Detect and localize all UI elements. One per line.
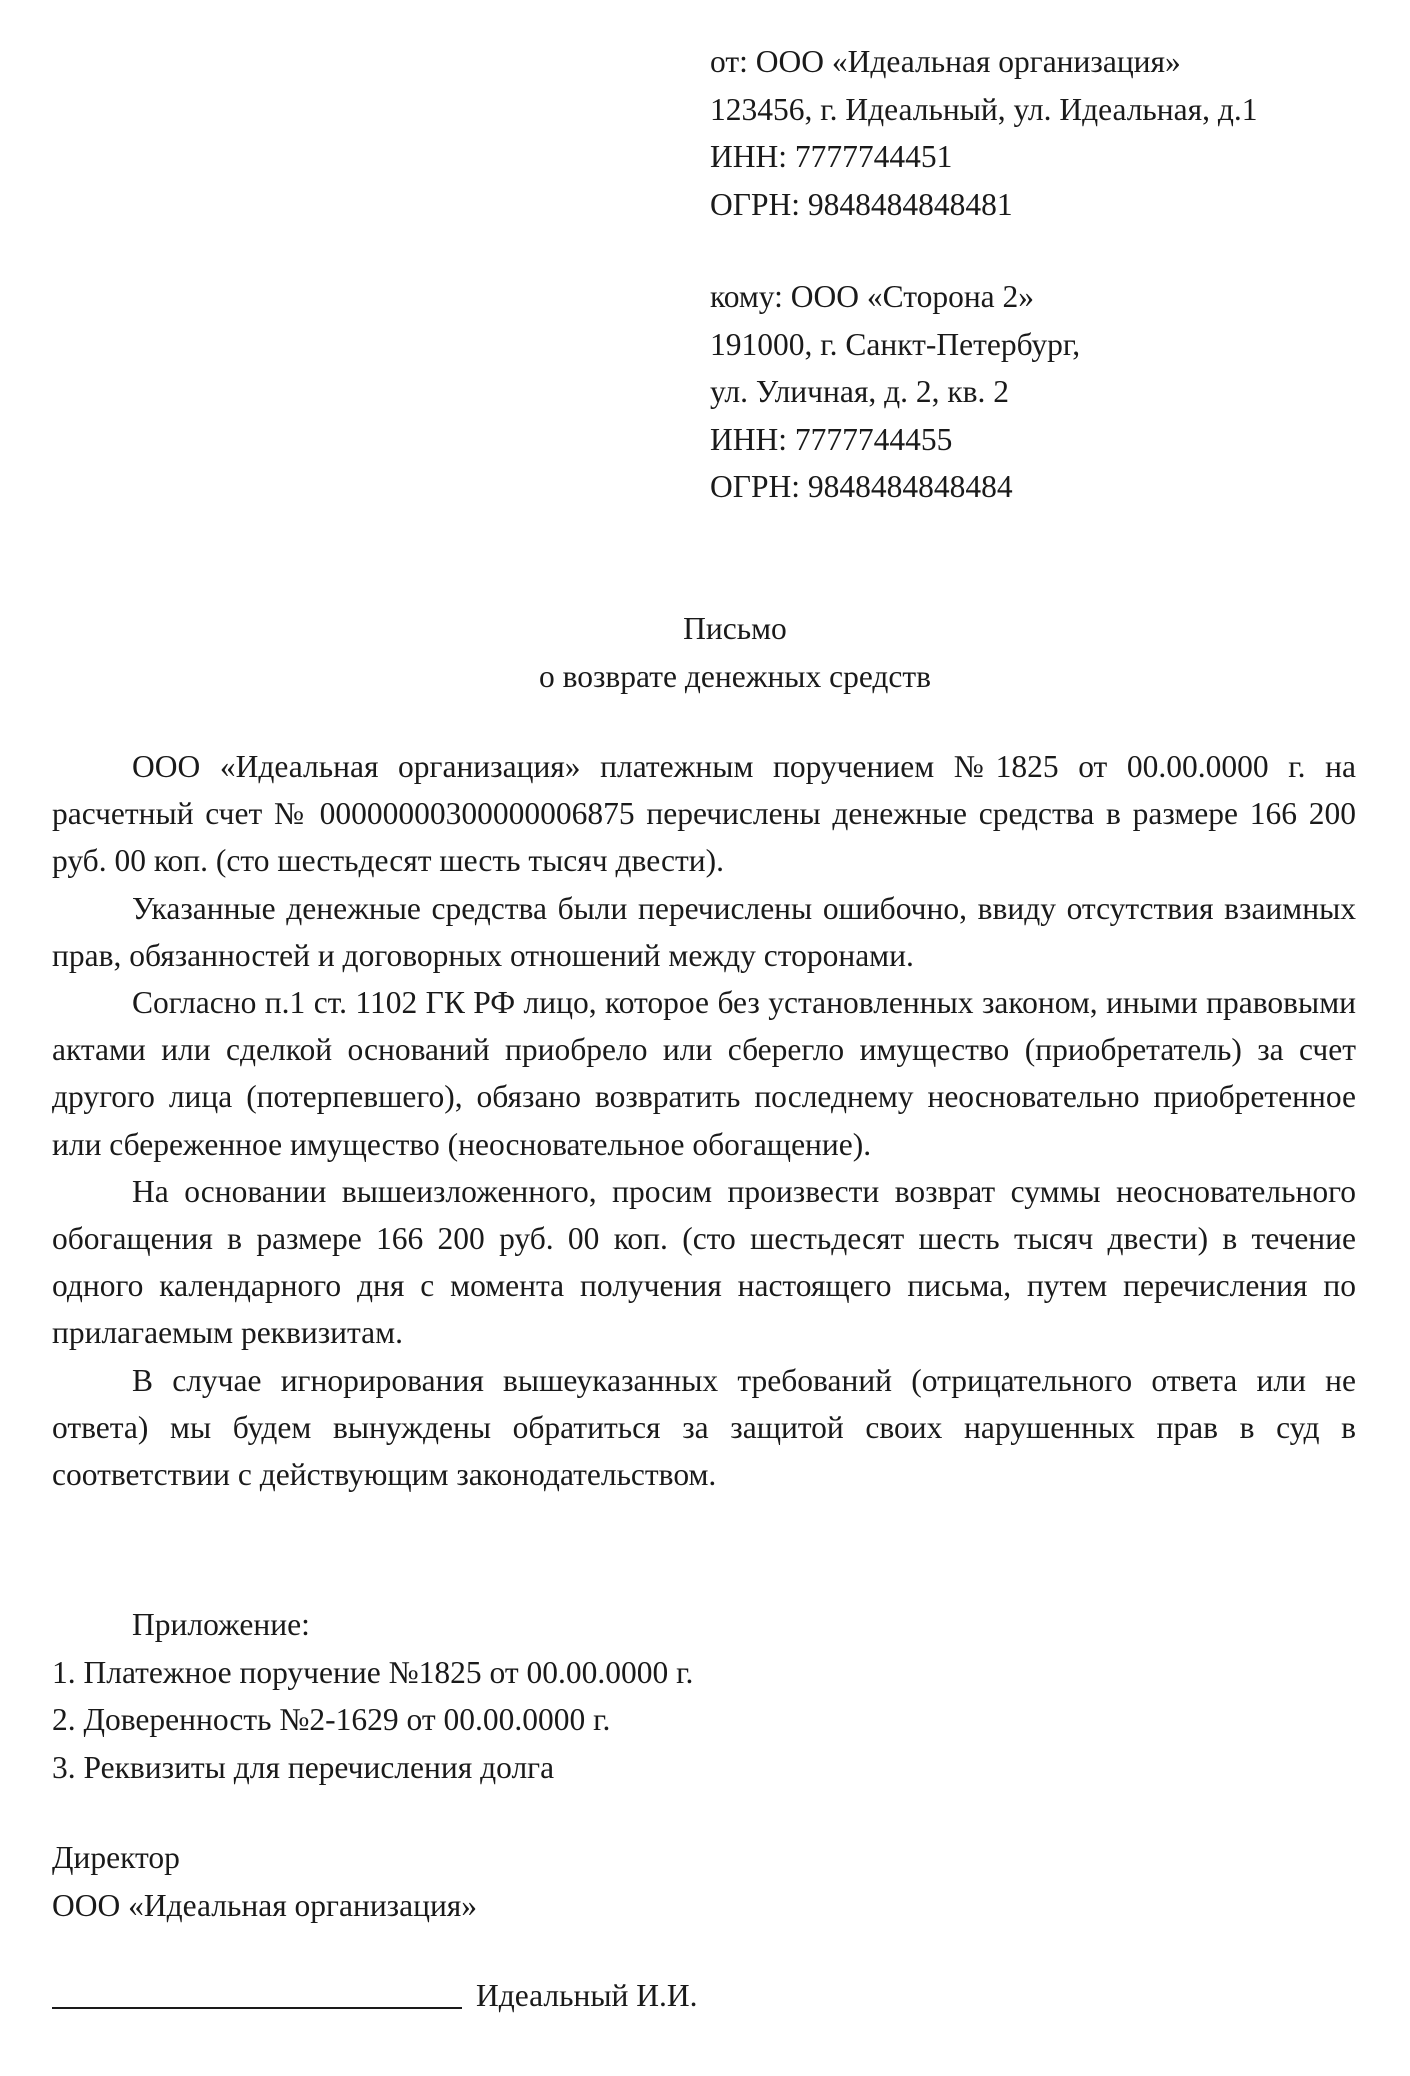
attachment-item: 3. Реквизиты для перечисления долга	[52, 1749, 555, 1785]
paragraph-error: Указанные денежные средства были перечислены ошибочно, ввиду отсутствия взаимных прав, обязанностей и договорных отношений между сторонами.	[52, 890, 1356, 973]
recipient-street: ул. Уличная, д. 2, кв. 2	[710, 374, 1010, 409]
signature-line	[52, 1972, 697, 2020]
recipient-block	[710, 273, 1080, 511]
signature-blank	[52, 1973, 462, 2009]
signatory-block	[52, 1834, 477, 1929]
title-line-2: о возврате денежных средств	[538, 658, 932, 694]
sender-ogrn: ОГРН: 9848484848481	[710, 186, 1013, 222]
sender-address: 123456, г. Идеальный, ул. Идеальная, д.1	[710, 91, 1258, 127]
paragraph-law: Согласно п.1 ст. 1102 ГК РФ лицо, которое без установленных законом, иными правовыми актами или сделкой оснований приобрело или сберегло имущество (приобретатель) за счет другого лица (потерпевшего), обязано возвратить последнему неосновательно приобретенное или сбереженное имущество (неосновательное обогащение).	[52, 985, 1356, 1162]
recipient-line: кому: ООО «Сторона 2»	[710, 279, 1035, 314]
signatory-name: Идеальный И.И.	[476, 1978, 698, 2013]
paragraph-request: На основании вышеизложенного, просим произвести возврат суммы неосновательного обогащения в размере 166 200 руб. 00 коп. (сто шестьдесят шесть тысяч двести) в течение одного календарного дня с момента получения настоящего письма, путем перечисления по прилагаемым реквизитам.	[52, 1173, 1356, 1351]
recipient-inn: ИНН: 7777744455	[710, 421, 953, 457]
attachment-item: 2. Доверенность №2-1629 от 00.00.0000 г.	[52, 1702, 611, 1737]
sender-block	[710, 38, 1258, 228]
attachments-block	[52, 1601, 693, 1791]
signatory-position: Директор	[52, 1840, 180, 1875]
recipient-city: 191000, г. Санкт-Петербург,	[710, 326, 1081, 362]
recipient-ogrn: ОГРН: 9848484848484	[710, 469, 1013, 504]
sender-line: от: ООО «Идеальная организация»	[710, 44, 1181, 79]
signatory-organization: ООО «Идеальная организация»	[52, 1887, 478, 1923]
attachments-heading: Приложение:	[132, 1607, 310, 1642]
paragraph-payment: ООО «Идеальная организация» платежным поручением №1825 от 00.00.0000 г. на расчетный счет № 00000000300000006875 перечислены денежные средства в размере 166 200 руб. 00 коп. (сто шестьдесят шесть тысяч двести).	[52, 749, 1356, 879]
letter-body	[52, 743, 1356, 1498]
attachment-item: 1. Платежное поручение №1825 от 00.00.0000 г.	[52, 1654, 694, 1690]
paragraph-warning: В случае игнорирования вышеуказанных требований (отрицательного ответа или не ответа) мы будем вынуждены обратиться за защитой своих нарушенных прав в суд в соответствии с действующим законодательством.	[52, 1362, 1356, 1493]
title-line-1: Письмо	[683, 611, 787, 646]
letter-title	[0, 605, 1410, 700]
sender-inn: ИНН: 7777744451	[710, 139, 953, 174]
